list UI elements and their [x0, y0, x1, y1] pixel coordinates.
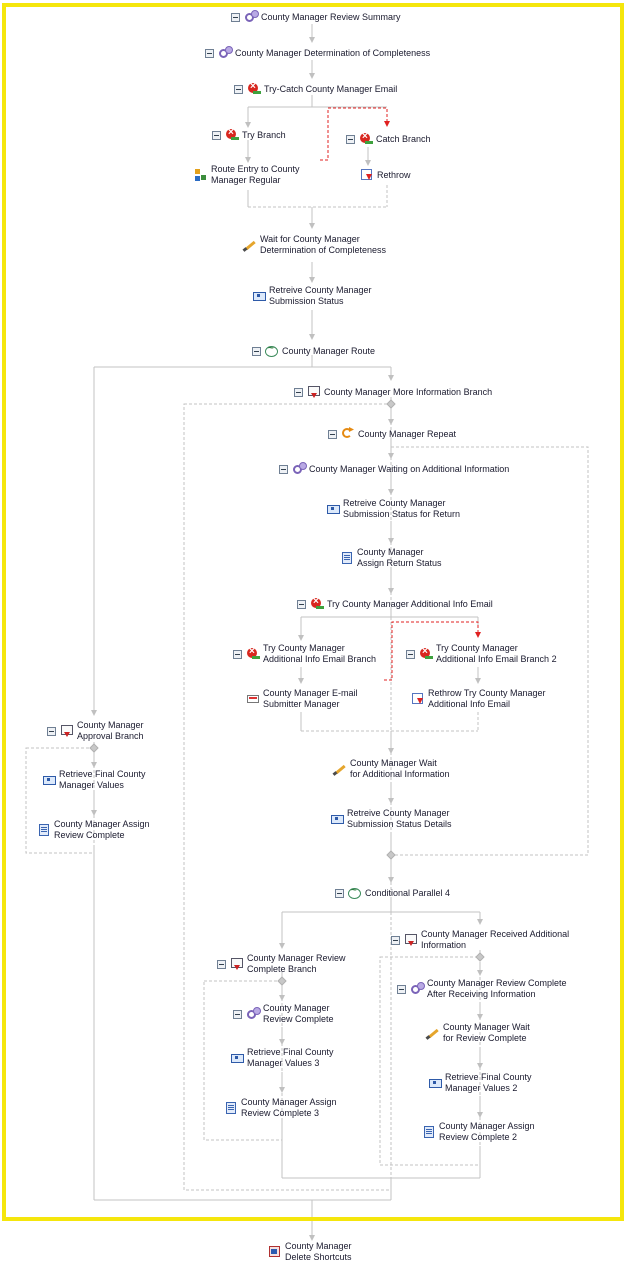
- node-label: [263, 688, 358, 710]
- route-icon: [194, 168, 208, 182]
- node-label: Try Branch: [242, 129, 286, 140]
- label-line: Complete Branch: [247, 964, 317, 974]
- node-determination[interactable]: [205, 46, 430, 60]
- human-review-icon: [246, 1007, 260, 1021]
- node-label: [343, 498, 460, 520]
- human-review-icon: [410, 982, 424, 996]
- selection-frame: [2, 3, 624, 1221]
- node-assign-review-3[interactable]: [224, 1097, 337, 1119]
- node-label: [436, 643, 557, 665]
- delete-shortcuts-icon: [268, 1245, 282, 1259]
- rethrow-icon: [360, 168, 374, 182]
- node-review-complete[interactable]: [233, 1003, 334, 1025]
- node-try-branch[interactable]: [212, 128, 286, 142]
- node-label: [439, 1121, 535, 1143]
- label-line: Retreive County Manager: [343, 498, 446, 508]
- label-line: Submission Status: [269, 296, 344, 306]
- conditional-branch-icon: [230, 957, 244, 971]
- node-wait-additional[interactable]: [333, 758, 450, 780]
- label-line: Additional Info Email Branch 2: [436, 654, 557, 664]
- label-line: Retrieve Final County: [445, 1072, 532, 1082]
- node-retrieve-return[interactable]: [326, 498, 460, 520]
- node-delete-shortcuts[interactable]: [268, 1241, 352, 1263]
- label-line: Review Complete 2: [439, 1132, 518, 1142]
- label-line: Route Entry to County: [211, 164, 300, 174]
- catch-branch-icon: [359, 132, 373, 146]
- conditional-branch-icon: [60, 724, 74, 738]
- collapse-toggle[interactable]: [231, 13, 240, 22]
- retrieve-data-icon: [42, 773, 56, 787]
- node-review-complete-branch[interactable]: [217, 953, 346, 975]
- node-review-after[interactable]: [397, 978, 567, 1000]
- retrieve-data-icon: [230, 1051, 244, 1065]
- label-line: Assign Return Status: [357, 558, 442, 568]
- label-line: Retrieve Final County: [247, 1047, 334, 1057]
- node-retrieve-final-2[interactable]: [428, 1072, 532, 1094]
- node-conditional-parallel[interactable]: [335, 886, 450, 900]
- label-line: Try County Manager: [263, 643, 345, 653]
- node-label: Conditional Parallel 4: [365, 887, 451, 898]
- try-branch-icon: [246, 647, 260, 661]
- node-try-additional-email[interactable]: [297, 597, 493, 611]
- collapse-toggle[interactable]: [47, 727, 56, 736]
- rethrow-icon: [411, 692, 425, 706]
- label-line: County Manager: [285, 1241, 352, 1251]
- collapse-toggle[interactable]: [391, 936, 400, 945]
- node-retrieve-final-3[interactable]: [230, 1047, 334, 1069]
- node-label: County Manager Determination of Completeness: [235, 47, 431, 58]
- label-line: Information: [421, 940, 467, 950]
- collapse-toggle[interactable]: [294, 388, 303, 397]
- collapse-toggle[interactable]: [397, 985, 406, 994]
- label-line: Review Complete: [54, 830, 125, 840]
- node-received-additional[interactable]: [391, 929, 569, 951]
- node-label: [428, 688, 546, 710]
- label-line: County Manager: [77, 720, 144, 730]
- collapse-toggle[interactable]: [335, 889, 344, 898]
- node-label: [269, 285, 372, 307]
- retrieve-data-icon: [326, 502, 340, 516]
- collapse-toggle[interactable]: [279, 465, 288, 474]
- node-label: County Manager Repeat: [358, 428, 457, 439]
- collapse-toggle[interactable]: [233, 1010, 242, 1019]
- collapse-toggle[interactable]: [234, 85, 243, 94]
- node-label: County Manager Route: [282, 345, 376, 356]
- label-line: Manager Values: [59, 780, 124, 790]
- node-label: [347, 808, 452, 830]
- node-try-catch-email[interactable]: [234, 82, 397, 96]
- label-line: After Receiving Information: [427, 989, 536, 999]
- repeat-loop-icon: [341, 427, 355, 441]
- retrieve-data-icon: [428, 1076, 442, 1090]
- label-line: Manager Values 2: [445, 1083, 518, 1093]
- node-retrieve-submission[interactable]: [252, 285, 372, 307]
- node-catch-branch[interactable]: [346, 132, 431, 146]
- node-label: [263, 643, 376, 665]
- node-label: [427, 978, 567, 1000]
- node-label: [241, 1097, 337, 1119]
- node-rethrow-try[interactable]: [411, 688, 546, 710]
- label-line: County Manager Review: [247, 953, 346, 963]
- node-label: Try County Manager Additional Info Email: [327, 598, 493, 609]
- label-line: Wait for County Manager: [260, 234, 360, 244]
- collapse-toggle[interactable]: [346, 135, 355, 144]
- node-label: [443, 1022, 530, 1044]
- human-review-icon: [244, 10, 258, 24]
- label-line: County Manager Wait: [350, 758, 437, 768]
- label-line: Retreive County Manager: [269, 285, 372, 295]
- node-label: [260, 234, 386, 256]
- label-line: County Manager Assign: [54, 819, 150, 829]
- node-label: [247, 1047, 334, 1069]
- node-route[interactable]: [252, 344, 375, 358]
- node-retrieve-details[interactable]: [330, 808, 452, 830]
- wait-pencil-icon: [426, 1026, 440, 1040]
- node-label: [285, 1241, 352, 1263]
- node-label: [247, 953, 346, 975]
- node-label: County Manager Review Summary: [261, 11, 401, 22]
- node-try-email-branch-2[interactable]: [406, 643, 557, 665]
- node-more-info-branch[interactable]: [294, 385, 492, 399]
- label-line: Additional Info Email Branch: [263, 654, 377, 664]
- collapse-toggle[interactable]: [212, 131, 221, 140]
- label-line: County Manager E-mail: [263, 688, 358, 698]
- node-label: Try-Catch County Manager Email: [264, 83, 398, 94]
- email-icon: [246, 692, 260, 706]
- node-label: Rethrow: [377, 169, 411, 180]
- node-label: [59, 769, 146, 791]
- try-catch-icon: [247, 82, 261, 96]
- label-line: Delete Shortcuts: [285, 1252, 352, 1262]
- node-label: [421, 929, 569, 951]
- conditional-branch-icon: [404, 933, 418, 947]
- node-waiting-additional[interactable]: [279, 462, 509, 476]
- node-label: [211, 164, 300, 186]
- node-review-summary[interactable]: [231, 10, 401, 24]
- node-email-submitter[interactable]: [246, 688, 358, 710]
- human-review-icon: [218, 46, 232, 60]
- try-branch-icon: [225, 128, 239, 142]
- conditional-gateway-icon: [265, 344, 279, 358]
- assign-document-icon: [37, 823, 51, 837]
- collapse-toggle[interactable]: [252, 347, 261, 356]
- node-route-entry[interactable]: [194, 164, 300, 186]
- node-label: [445, 1072, 532, 1094]
- label-line: County Manager Received Additional: [421, 929, 570, 939]
- assign-document-icon: [340, 551, 354, 565]
- node-label: [350, 758, 450, 780]
- collapse-toggle[interactable]: [406, 650, 415, 659]
- node-approval-branch[interactable]: [47, 720, 144, 742]
- conditional-gateway-icon: [348, 886, 362, 900]
- collapse-toggle[interactable]: [297, 600, 306, 609]
- node-wait-determination[interactable]: [243, 234, 386, 256]
- node-label: Catch Branch: [376, 133, 431, 144]
- node-assign-return[interactable]: [340, 547, 442, 569]
- collapse-toggle[interactable]: [233, 650, 242, 659]
- node-try-email-branch[interactable]: [233, 643, 376, 665]
- label-line: Submission Status for Return: [343, 509, 461, 519]
- label-line: County Manager Wait: [443, 1022, 530, 1032]
- wait-pencil-icon: [333, 762, 347, 776]
- label-line: Manager Regular: [211, 175, 281, 185]
- node-rethrow[interactable]: [360, 168, 411, 182]
- node-label: [77, 720, 144, 742]
- label-line: County Manager Review Complete: [427, 978, 567, 988]
- collapse-toggle[interactable]: [205, 49, 214, 58]
- collapse-toggle[interactable]: [217, 960, 226, 969]
- label-line: Determination of Completeness: [260, 245, 387, 255]
- node-label: County Manager Waiting on Additional Information: [309, 463, 510, 474]
- node-label: [263, 1003, 334, 1025]
- node-wait-review[interactable]: [426, 1022, 530, 1044]
- conditional-branch-icon: [307, 385, 321, 399]
- label-line: Submission Status Details: [347, 819, 452, 829]
- catch-branch-icon: [419, 647, 433, 661]
- label-line: for Additional Information: [350, 769, 450, 779]
- node-retrieve-final[interactable]: [42, 769, 146, 791]
- label-line: Submitter Manager: [263, 699, 340, 709]
- collapse-toggle[interactable]: [328, 430, 337, 439]
- label-line: Review Complete: [263, 1014, 334, 1024]
- node-repeat[interactable]: [328, 427, 456, 441]
- human-review-icon: [292, 462, 306, 476]
- label-line: Review Complete 3: [241, 1108, 320, 1118]
- label-line: County Manager Assign: [439, 1121, 535, 1131]
- label-line: Approval Branch: [77, 731, 144, 741]
- label-line: Manager Values 3: [247, 1058, 320, 1068]
- assign-document-icon: [224, 1101, 238, 1115]
- label-line: County Manager: [263, 1003, 330, 1013]
- node-label: [357, 547, 442, 569]
- node-label: County Manager More Information Branch: [324, 386, 493, 397]
- retrieve-data-icon: [330, 812, 344, 826]
- node-assign-review[interactable]: [37, 819, 150, 841]
- label-line: County Manager Assign: [241, 1097, 337, 1107]
- wait-pencil-icon: [243, 238, 257, 252]
- label-line: Rethrow Try County Manager: [428, 688, 546, 698]
- label-line: Retreive County Manager: [347, 808, 450, 818]
- assign-document-icon: [422, 1125, 436, 1139]
- label-line: Retrieve Final County: [59, 769, 146, 779]
- node-label: [54, 819, 150, 841]
- retrieve-data-icon: [252, 289, 266, 303]
- try-catch-icon: [310, 597, 324, 611]
- label-line: for Review Complete: [443, 1033, 527, 1043]
- label-line: County Manager: [357, 547, 424, 557]
- node-assign-review-2[interactable]: [422, 1121, 535, 1143]
- label-line: Try County Manager: [436, 643, 518, 653]
- label-line: Additional Info Email: [428, 699, 511, 709]
